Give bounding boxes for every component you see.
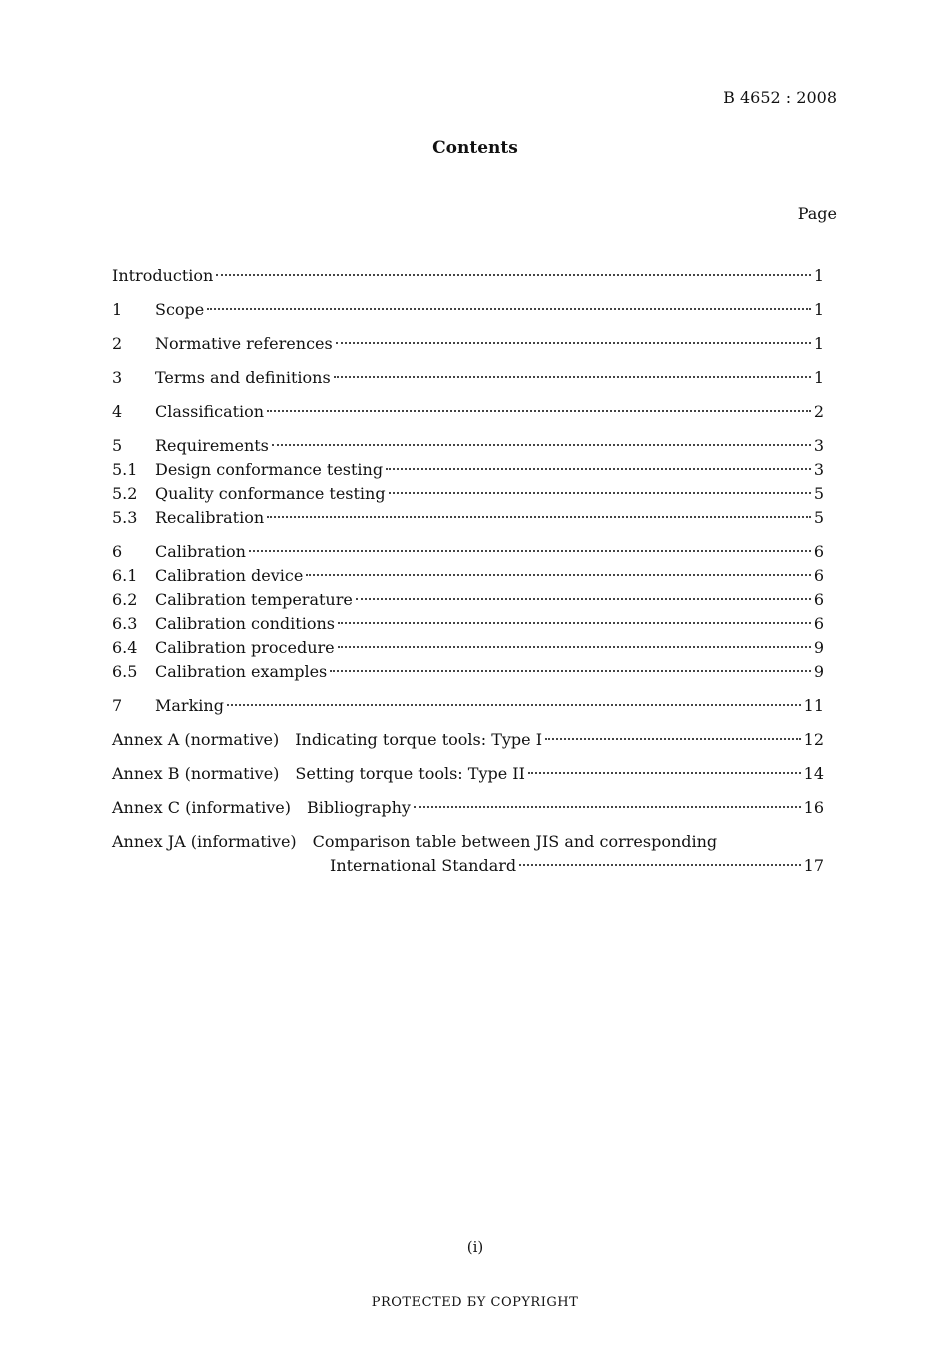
- toc-page-number: 6: [813, 542, 824, 561]
- dot-leader: [336, 342, 811, 344]
- toc-label: Calibration temperature: [155, 590, 353, 609]
- dot-leader: [267, 410, 811, 412]
- toc-entry-calibration-temperature[interactable]: [112, 588, 824, 612]
- toc-number: 6: [112, 542, 123, 561]
- dot-leader: [207, 308, 811, 310]
- toc-number: 6.4: [112, 638, 138, 657]
- toc-page-number: 6: [813, 614, 824, 633]
- toc-page-number: 5: [813, 508, 824, 527]
- toc-entry-classification[interactable]: [112, 400, 824, 424]
- dot-leader: [216, 274, 810, 276]
- toc-label: Calibration: [155, 542, 246, 561]
- toc-page-number: 17: [803, 856, 824, 875]
- toc-entry-calibration-procedure[interactable]: [112, 636, 824, 660]
- toc-label: Calibration procedure: [155, 638, 335, 657]
- dot-leader: [330, 670, 811, 672]
- toc-page-number: 9: [813, 662, 824, 681]
- toc-page-number: 1: [813, 334, 824, 353]
- toc-page-number: 5: [813, 484, 824, 503]
- dot-leader: [338, 622, 811, 624]
- dot-leader: [334, 376, 811, 378]
- toc-entry-annex-a[interactable]: [112, 728, 824, 752]
- toc-label: Quality conformance testing: [155, 484, 386, 503]
- toc-entry-introduction[interactable]: [112, 264, 824, 288]
- toc-page-number: 1: [813, 300, 824, 319]
- toc-page-number: 12: [803, 730, 824, 749]
- dot-leader: [414, 806, 801, 808]
- toc-number: 3: [112, 368, 123, 387]
- toc-entry-annex-c[interactable]: [112, 796, 824, 820]
- toc-number: 5.2: [112, 484, 138, 503]
- page-title: Contents: [432, 138, 518, 158]
- toc-annex-label: Annex B (normative): [112, 764, 280, 783]
- toc-label: Recalibration: [155, 508, 265, 527]
- toc-number: 5.1: [112, 460, 138, 479]
- toc-label: Indicating torque tools: Type I: [295, 730, 543, 749]
- dot-leader: [528, 772, 801, 774]
- toc-label: Calibration conditions: [155, 614, 335, 633]
- toc-page-number: 9: [813, 638, 824, 657]
- dot-leader: [356, 598, 811, 600]
- toc-page-number: 1: [813, 266, 824, 285]
- dot-leader: [545, 738, 801, 740]
- toc-label-line1: Comparison table between JIS and corresponding: [312, 832, 718, 851]
- toc-number: 7: [112, 696, 123, 715]
- toc-number: 6.3: [112, 614, 138, 633]
- toc-entry-scope[interactable]: [112, 298, 824, 322]
- toc-page-number: 6: [813, 566, 824, 585]
- toc-number: 5: [112, 436, 123, 455]
- toc-entry-calibration-conditions[interactable]: [112, 612, 824, 636]
- toc-number: 6.1: [112, 566, 138, 585]
- toc-annex-label: Annex JA (informative): [112, 832, 297, 851]
- toc-label: Scope: [155, 300, 205, 319]
- toc-label: Terms and definitions: [155, 368, 331, 387]
- toc-page-number: 3: [813, 460, 824, 479]
- page-column-label: Page: [797, 204, 837, 223]
- toc-page-number: 3: [813, 436, 824, 455]
- dot-leader: [306, 574, 811, 576]
- toc-number: 5.3: [112, 508, 138, 527]
- toc-entry-calibration[interactable]: [112, 540, 824, 564]
- document-code: B 4652 : 2008: [723, 88, 837, 107]
- toc-entry-recalibration[interactable]: [112, 506, 824, 530]
- toc-entry-normative-references[interactable]: [112, 332, 824, 356]
- toc-label: Setting torque tools: Type II: [295, 764, 525, 783]
- dot-leader: [267, 516, 811, 518]
- toc-annex-label: Annex A (normative): [112, 730, 280, 749]
- dot-leader: [272, 444, 811, 446]
- toc-label: Design conformance testing: [155, 460, 384, 479]
- dot-leader: [389, 492, 811, 494]
- toc-label: Classification: [155, 402, 265, 421]
- toc-number: 6.5: [112, 662, 138, 681]
- toc-entry-marking[interactable]: [112, 694, 824, 718]
- toc-page-number: 1: [813, 368, 824, 387]
- toc-entry-calibration-examples[interactable]: [112, 660, 824, 684]
- toc-page-number: 14: [803, 764, 824, 783]
- toc-label: Calibration examples: [155, 662, 328, 681]
- toc-entry-design-conformance-testing[interactable]: [112, 458, 824, 482]
- toc-entry-terms-and-definitions[interactable]: [112, 366, 824, 390]
- page-folio: (i): [466, 1238, 484, 1256]
- toc-label: Marking: [155, 696, 224, 715]
- toc-entry-calibration-device[interactable]: [112, 564, 824, 588]
- toc-page-number: 11: [803, 696, 824, 715]
- toc-entry-annex-b[interactable]: [112, 762, 824, 786]
- toc-page-number: 16: [803, 798, 824, 817]
- dot-leader: [227, 704, 801, 706]
- toc-label: Calibration device: [155, 566, 304, 585]
- toc-number: 1: [112, 300, 123, 319]
- toc-annex-label: Annex C (informative): [112, 798, 291, 817]
- dot-leader: [386, 468, 811, 470]
- toc-label: Requirements: [155, 436, 269, 455]
- toc-entry-quality-conformance-testing[interactable]: [112, 482, 824, 506]
- toc-number: 6.2: [112, 590, 138, 609]
- toc-label-line2: International Standard: [330, 856, 517, 875]
- dot-leader: [338, 646, 811, 648]
- toc-entry-annex-ja[interactable]: [112, 830, 824, 878]
- table-of-contents: [112, 264, 824, 888]
- toc-number: 4: [112, 402, 123, 421]
- copyright-notice: PROTECTED БY COPYRIGHT: [371, 1295, 579, 1310]
- dot-leader: [519, 864, 800, 866]
- dot-leader: [249, 550, 811, 552]
- toc-number: 2: [112, 334, 123, 353]
- toc-label: Normative references: [155, 334, 333, 353]
- toc-page-number: 6: [813, 590, 824, 609]
- toc-entry-requirements[interactable]: [112, 434, 824, 458]
- toc-label: Bibliography: [306, 798, 411, 817]
- toc-page-number: 2: [813, 402, 824, 421]
- toc-label: Introduction: [112, 266, 214, 285]
